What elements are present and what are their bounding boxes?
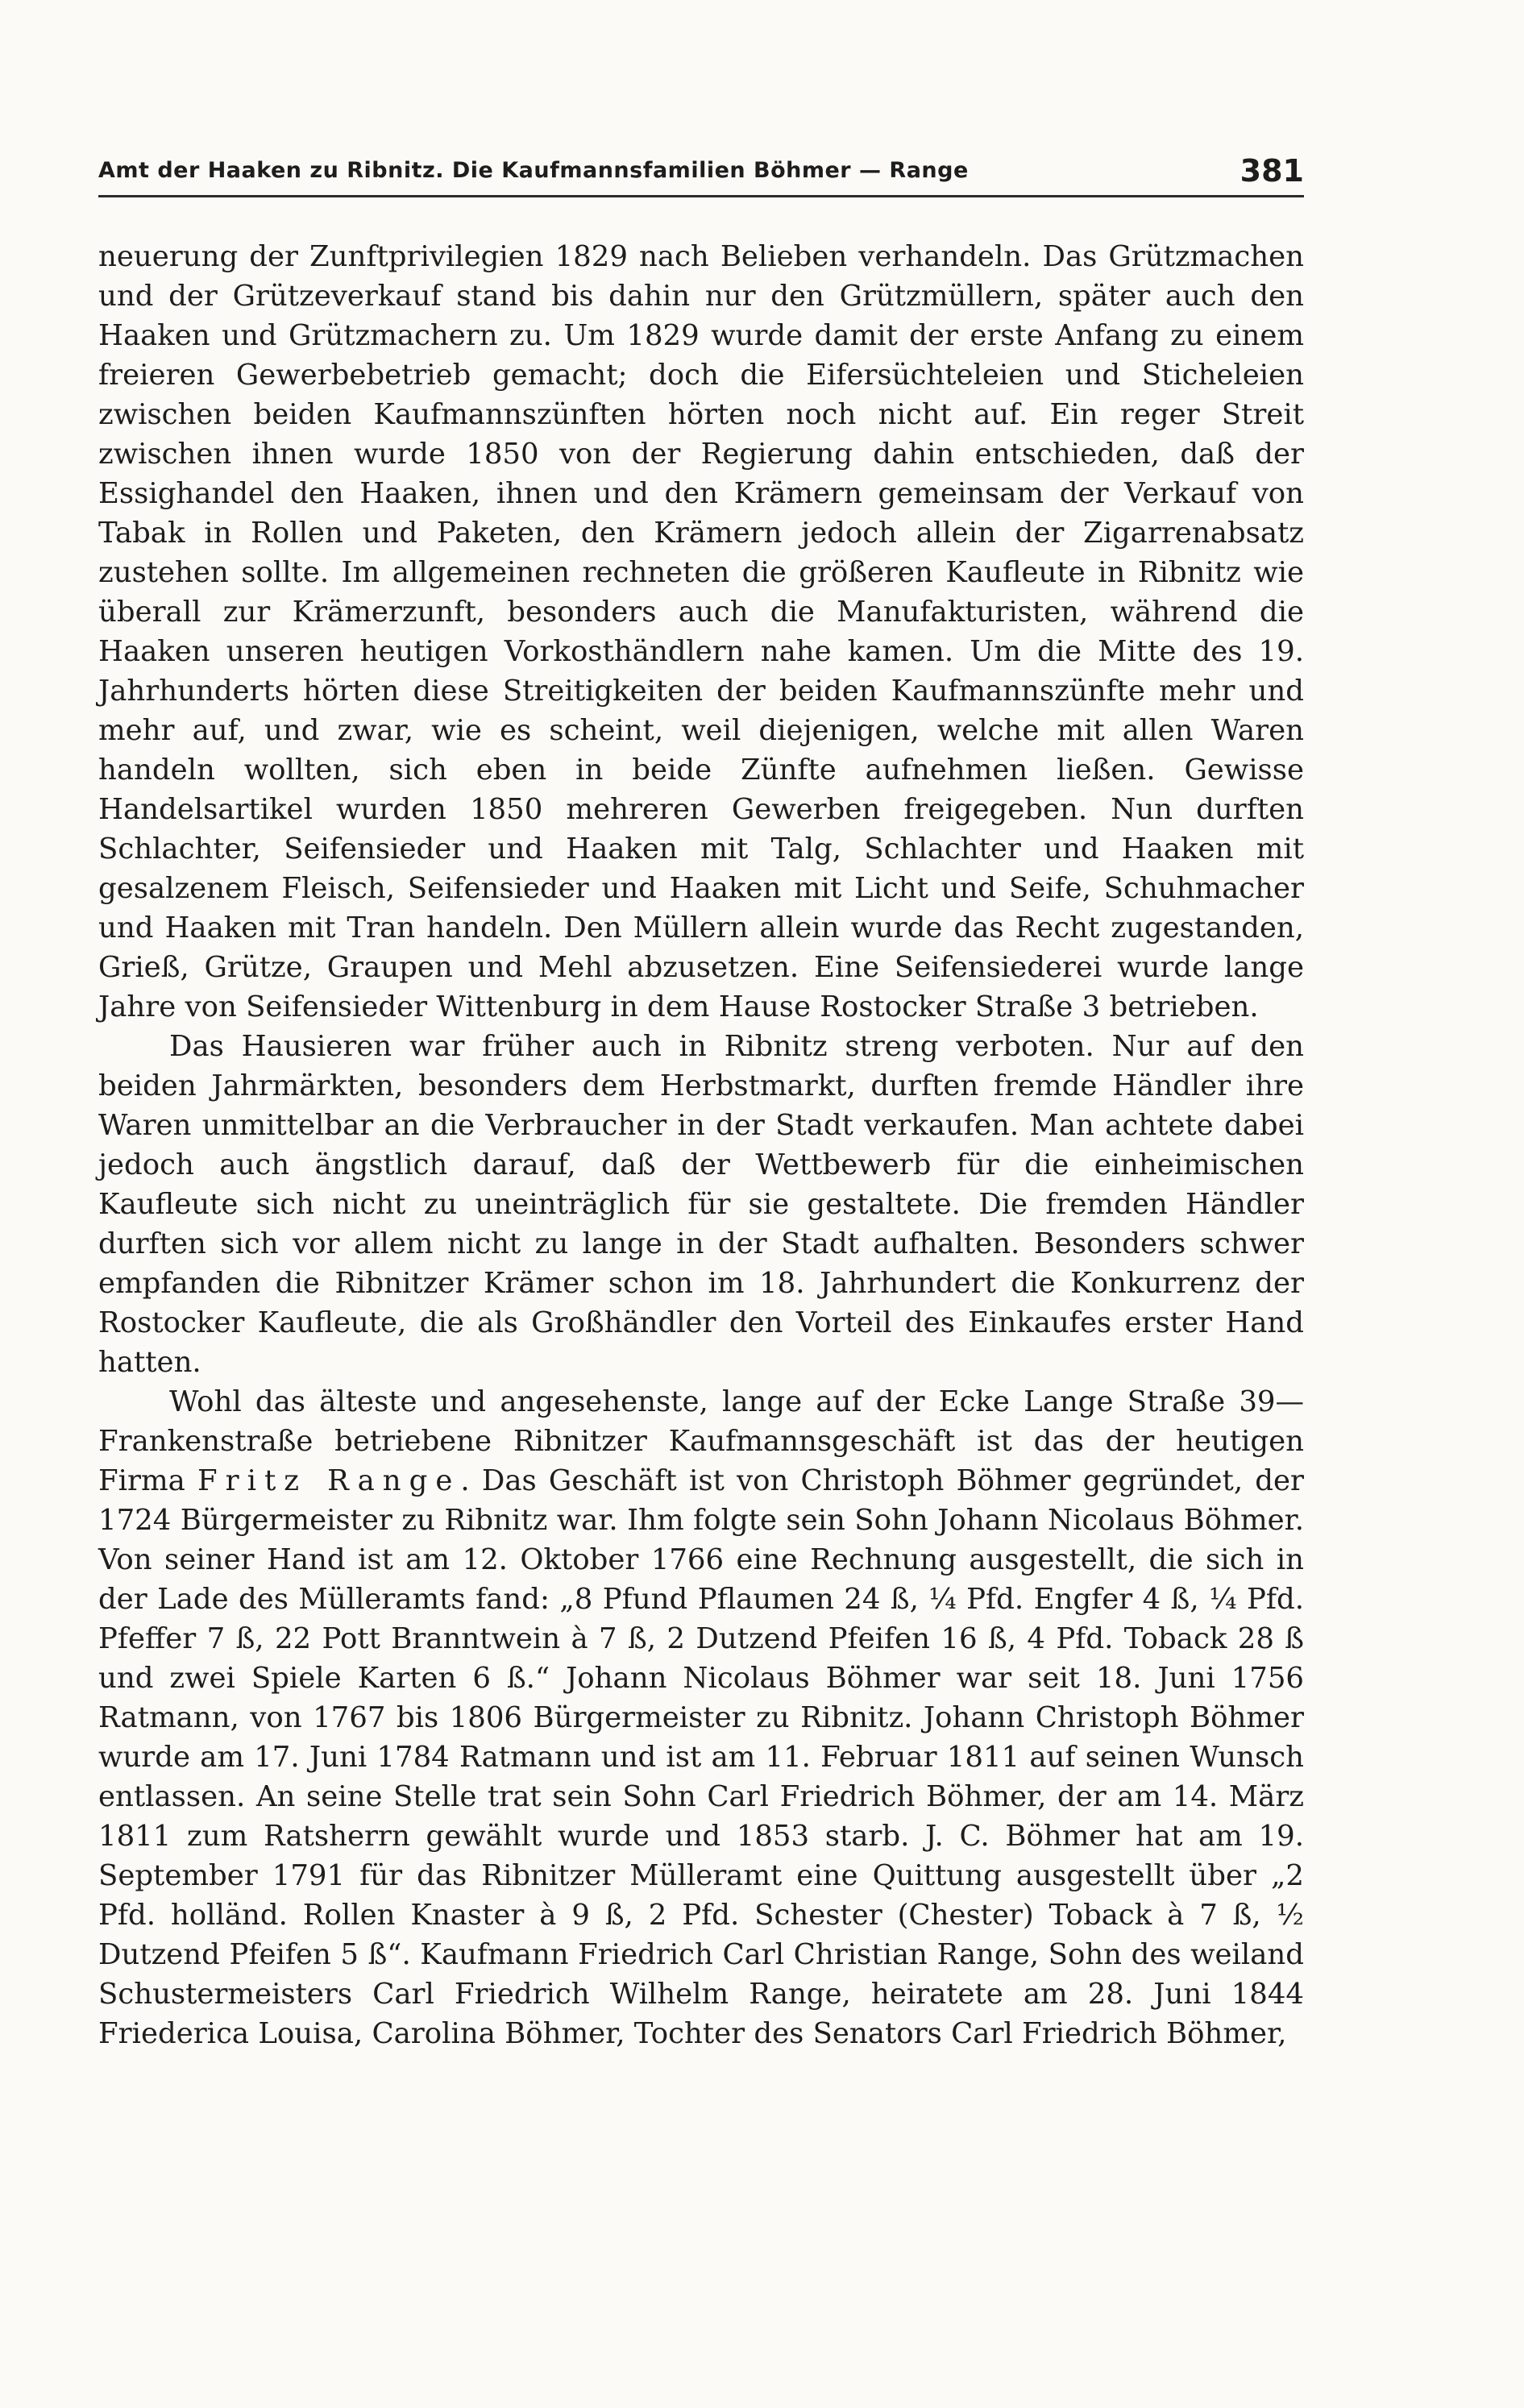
body-text [98,237,1304,2053]
paragraph-3 [98,1382,1304,2053]
running-title: Amt der Haaken zu Ribnitz. Die Kaufmannsfamilien Böhmer — Range [98,158,969,183]
paragraph-3-before: Wohl das älteste und angesehenste, lange auf der Ecke Lange Straße 39—Frankenstraße betriebene Ribnitzer Kaufmannsgeschäft ist das der heutigen Firma [98,1385,1304,1497]
page-header [98,150,1304,197]
paragraph-3-after: . Das Geschäft ist von Christoph Böhmer gegründet, der 1724 Bürgermeister zu Ribnitz war. Ihm folgte sein Sohn Johann Nicolaus Böhmer. Von seiner Hand ist am 12. Oktober 1766 eine Rechnung ausgestellt, die sich in der Lade des Mülleramts fand: „8 Pfund Pflaumen 24 ß, ¼ Pfd. Engfer 4 ß, ¼ Pfd. Pfeffer 7 ß, 22 Pott Branntwein à 7 ß, 2 Dutzend Pfeifen 16 ß, 4 Pfd. Toback 28 ß und zwei Spiele Karten 6 ß.“ Johann Nicolaus Böhmer war seit 18. Juni 1756 Ratmann, von 1767 bis 1806 Bürgermeister zu Ribnitz. Johann Christoph Böhmer wurde am 17. Juni 1784 Ratmann und ist am 11. Februar 1811 auf seinen Wunsch entlassen. An seine Stelle trat sein Sohn Carl Friedrich Böhmer, der am 14. März 1811 zum Ratsherrn gewählt wurde und 1853 starb. J. C. Böhmer hat am 19. September 1791 für das Ribnitzer Mülleramt eine Quittung ausgestellt über „2 Pfd. holländ. Rollen Knaster à 9 ß, 2 Pfd. Schester (Chester) Toback à 7 ß, ½ Dutzend Pfeifen 5 ß“. Kaufmann Friedrich Carl Christian Range, Sohn des weiland Schustermeisters Carl Friedrich Wilhelm Range, heiratete am 28. Juni 1844 Friederica Louisa, Carolina Böhmer, Tochter des Senators Carl Friedrich Böhmer, [98,1464,1304,2050]
company-name: Fritz Range [197,1464,461,1497]
paragraph-1: neuerung der Zunftprivilegien 1829 nach Belieben verhandeln. Das Grützmachen und der Grützeverkauf stand bis dahin nur den Grützmüllern, später auch den Haaken und Grützmachern zu. Um 1829 wurde damit der erste Anfang zu einem freieren Gewerbebetrieb gemacht; doch die Eifersüchteleien und Sticheleien zwischen beiden Kaufmannszünften hörten noch nicht auf. Ein reger Streit zwischen ihnen wurde 1850 von der Regierung dahin entschieden, daß der Essighandel den Haaken, ihnen und den Krämern gemeinsam der Verkauf von Tabak in Rollen und Paketen, den Krämern jedoch allein der Zigarrenabsatz zustehen sollte. Im allgemeinen rechneten die größeren Kaufleute in Ribnitz wie überall zur Krämerzunft, besonders auch die Manufakturisten, während die Haaken unseren heutigen Vorkosthändlern nahe kamen. Um die Mitte des 19. Jahrhunderts hörten diese Streitigkeiten der beiden Kaufmannszünfte mehr und mehr auf, und zwar, wie es scheint, weil diejenigen, welche mit allen Waren handeln wollten, sich eben in beide Zünfte aufnehmen ließen. Gewisse Handelsartikel wurden 1850 mehreren Gewerben freigegeben. Nun durften Schlachter, Seifensieder und Haaken mit Talg, Schlachter und Haaken mit gesalzenem Fleisch, Seifensieder und Haaken mit Licht und Seife, Schuhmacher und Haaken mit Tran handeln. Den Müllern allein wurde das Recht zugestanden, Grieß, Grütze, Graupen und Mehl abzusetzen. Eine Seifensiederei wurde lange Jahre von Seifensieder Wittenburg in dem Hause Rostocker Straße 3 betrieben. [98,240,1304,1023]
paragraph-2: Das Hausieren war früher auch in Ribnitz streng verboten. Nur auf den beiden Jahrmärkten, besonders dem Herbstmarkt, durften fremde Händler ihre Waren unmittelbar an die Verbraucher in der Stadt verkaufen. Man achtete dabei jedoch auch ängstlich darauf, daß der Wettbewerb für die einheimischen Kaufleute sich nicht zu uneinträglich für sie gestaltete. Die fremden Händler durften sich vor allem nicht zu lange in der Stadt aufhalten. Besonders schwer empfanden die Ribnitzer Krämer schon im 18. Jahrhundert die Konkurrenz der Rostocker Kaufleute, die als Großhändler den Vorteil des Einkaufes erster Hand hatten. [98,1030,1304,1379]
page-number: 381 [1240,153,1304,189]
